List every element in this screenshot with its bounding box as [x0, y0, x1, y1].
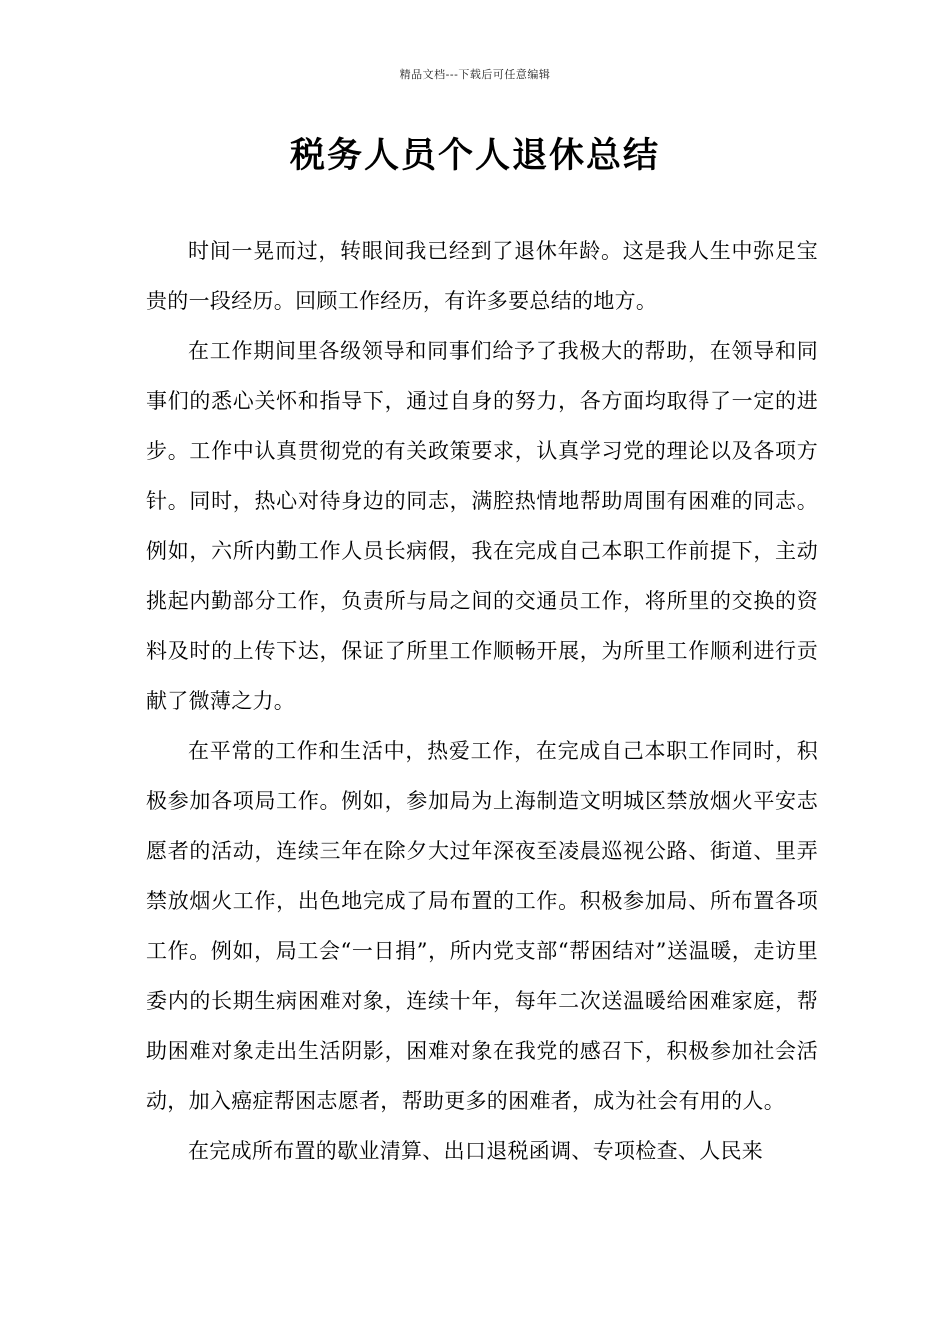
paragraph-2: 在工作期间里各级领导和同事们给予了我极大的帮助，在领导和同事们的悉心关怀和指导下，通过自身的努力，各方面均取得了一定的进步。工作中认真贯彻党的有关政策要求，认真学习党的理论以及各项方针。同时，热心对待身边的同志，满腔热情地帮助周围有困难的同志。例如，六所内勤工作人员长病假，我在完成自己本职工作前提下，主动挑起内勤部分工作，负责所与局之间的交通员工作，将所里的交换的资料及时的上传下达，保证了所里工作顺畅开展，为所里工作顺利进行贡献了微薄之力。: [146, 339, 818, 713]
paragraph-3: 在平常的工作和生活中，热爱工作，在完成自己本职工作同时，积极参加各项局工作。例如，参加局为上海制造文明城区禁放烟火平安志愿者的活动，连续三年在除夕大过年深夜至凌晨巡视公路、街道、里弄禁放烟火工作，出色地完成了局布置的工作。积极参加局、所布置各项工作。例如，局工会“一日捐”，所内党支部“帮困结对”送温暖，走访里委内的长期生病困难对象，连续十年，每年二次送温暖给困难家庭，帮助困难对象走出生活阴影，困难对象在我党的感召下，积极参加社会活动，加入癌症帮困志愿者，帮助更多的困难者，成为社会有用的人。: [146, 739, 818, 1113]
document-body: [146, 226, 818, 1176]
header-note: 精品文档---下载后可任意编辑: [399, 68, 551, 81]
paragraph-1: 时间一晃而过，转眼间我已经到了退休年龄。这是我人生中弥足宝贵的一段经历。回顾工作经历，有许多要总结的地方。: [146, 239, 818, 313]
paragraph-4: 在完成所布置的歇业清算、出口退税函调、专项检查、人民来: [188, 1139, 764, 1163]
document-title: 税务人员个人退休总结: [289, 136, 660, 176]
